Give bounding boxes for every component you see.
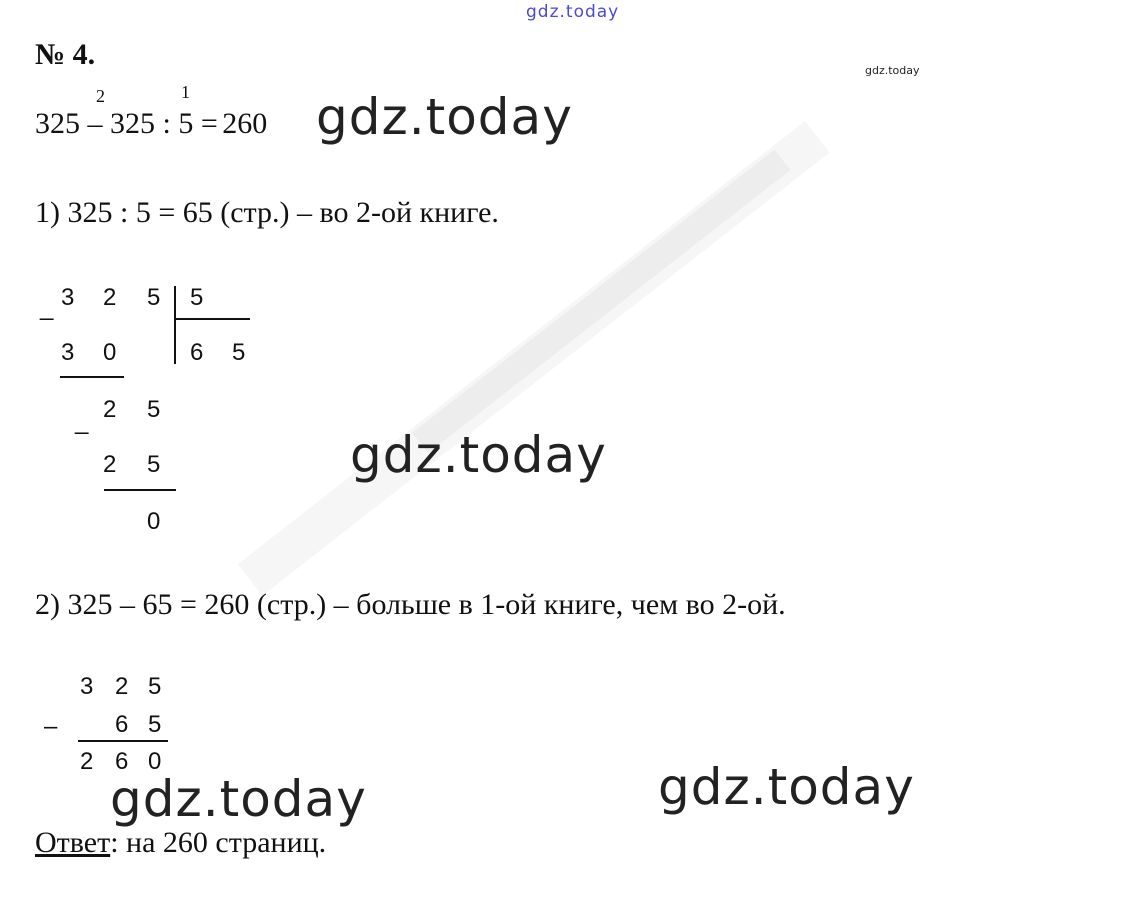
division-bracket-vertical	[174, 286, 176, 364]
division-minus-1: _	[40, 294, 54, 321]
subtrahend-2-digit: 2	[103, 451, 117, 478]
expression	[35, 107, 267, 141]
quotient-digit: 5	[232, 339, 246, 366]
watermark-bottom-left: gdz.today	[110, 770, 367, 828]
division-line-1	[60, 376, 124, 378]
subtraction-line	[78, 740, 168, 742]
task-number: № 4.	[35, 38, 96, 71]
result-digit: 2	[80, 748, 94, 775]
answer-text: : на 260 страниц.	[110, 826, 327, 859]
divisor: 5	[190, 284, 204, 311]
watermark-top-center: gdz.today	[526, 2, 620, 22]
expression-minus: –	[87, 107, 103, 140]
order-mark-1: 1	[181, 82, 190, 102]
division-minus-2: _	[75, 408, 89, 435]
division-line-2	[104, 489, 176, 491]
subtraction-minus: –	[44, 713, 58, 740]
watermark-after-expression: gdz.today	[316, 88, 573, 146]
watermark-middle: gdz.today	[350, 426, 607, 484]
answer-label: Ответ	[35, 826, 111, 859]
result-digit: 0	[148, 748, 162, 775]
top-digit: 3	[80, 673, 94, 700]
bottom-digit: 6	[115, 711, 129, 738]
top-digit: 5	[148, 673, 162, 700]
remainder-1-digit: 5	[147, 396, 161, 423]
expression-equals: =	[200, 107, 218, 140]
order-mark-2: 2	[96, 86, 105, 106]
step-1: 1) 325 : 5 = 65 (стр.) – во 2-ой книге.	[35, 196, 499, 229]
dividend-digit: 5	[147, 284, 161, 311]
bottom-digit: 5	[148, 711, 162, 738]
subtrahend-2-digit: 5	[147, 451, 161, 478]
remainder-1-digit: 2	[103, 396, 117, 423]
expression-c: 5	[178, 107, 194, 140]
step-2: 2) 325 – 65 = 260 (стр.) – больше в 1-ой книге, чем во 2-ой.	[35, 588, 786, 621]
quotient-digit: 6	[190, 339, 204, 366]
expression-result: 260	[222, 107, 268, 140]
dividend-digit: 2	[103, 284, 117, 311]
expression-divide: :	[162, 107, 171, 140]
dividend-digit: 3	[61, 284, 75, 311]
expression-a: 325	[35, 107, 80, 140]
answer	[35, 826, 326, 860]
top-digit: 2	[115, 673, 129, 700]
watermark-bottom-right: gdz.today	[658, 758, 915, 816]
result-digit: 6	[115, 748, 129, 775]
expression-b: 325	[110, 107, 155, 140]
watermark-top-right: gdz.today	[865, 64, 920, 77]
subtrahend-1-digit: 3	[61, 339, 75, 366]
division-bracket-horizontal	[174, 318, 250, 320]
subtrahend-1-digit: 0	[103, 339, 117, 366]
division-final-remainder: 0	[147, 508, 161, 535]
